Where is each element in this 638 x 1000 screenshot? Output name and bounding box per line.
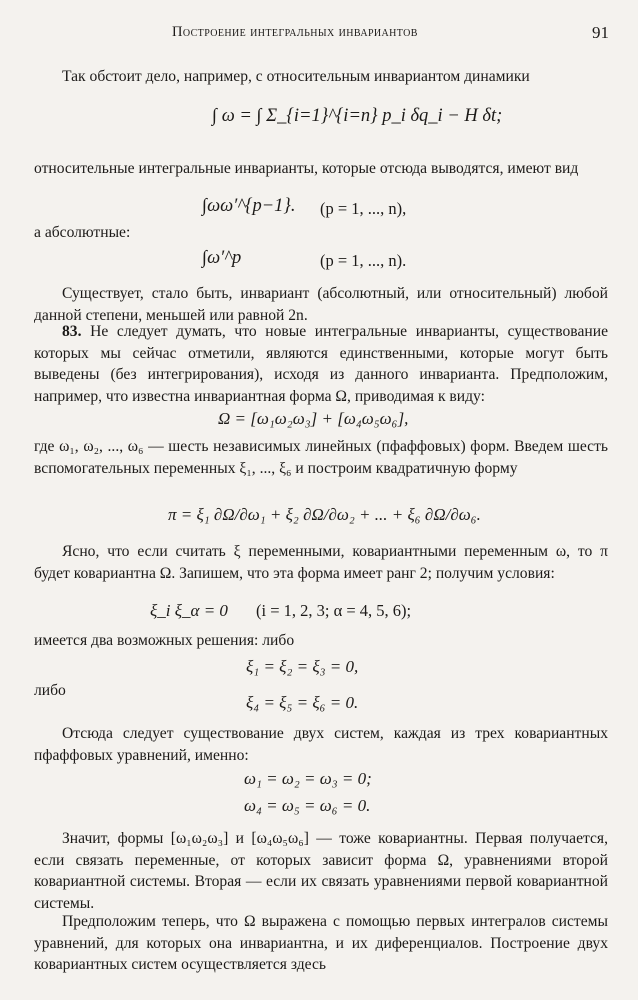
paragraph: где ω₁, ω₂, ..., ω₆ — шесть независимых линейных (пфаффовых) форм. Введем шесть вспомогательных переменных ξ₁, ..., ξ₆ и построим квадратичную форму [34,438,608,477]
paragraph: имеется два возможных решения: либо [34,632,295,649]
section-number: 83. [62,323,82,340]
paragraph: Предположим теперь, что Ω выражена с помощью первых интегралов системы уравнений, для которых она инвариантна, и их диференциалов. Построение двух ковариантных систем осуществляется здесь [34,913,608,973]
paragraph: а абсолютные: [34,224,131,241]
formula: ∫ωω′^{p−1}. [202,196,296,216]
page-number: 91 [592,23,609,42]
formula: ω₁ = ω₂ = ω₃ = 0; [244,769,372,788]
formula: ξ_i ξ_α = 0 [150,601,228,620]
formula: Ω = [ω₁ω₂ω₃] + [ω₄ω₅ω₆], [218,409,409,428]
paragraph: относительные интегральные инварианты, которые отсюда выводятся, имеют вид [34,160,579,177]
paragraph: Так обстоит дело, например, с относительным инвариантом динамики [62,68,530,85]
paragraph-text: Не следует думать, что новые интегральные инварианты, существование которых мы сейчас отметили, являются единственными, которые могут быть выведены (без интегрирования), исходя из данного инварианта. Предположим, например, что известна инвариантная форма Ω, приводимая к виду: [34,323,608,405]
formula: ∫ω′^p [202,248,242,268]
formula: ω₄ = ω₅ = ω₆ = 0. [244,796,371,815]
paragraph: Значит, формы [ω₁ω₂ω₃] и [ω₄ω₅ω₆] — тоже ковариантны. Первая получается, если связать переменные, от которых зависит форма Ω, уравнениями второй ковариантной системы. Вторая — если их связать уравнениями первой ковариантной системы. [34,830,608,912]
section-paragraph [34,321,608,407]
paragraph: либо [34,682,66,699]
formula-condition: (p = 1, ..., n), [320,199,407,218]
formula: ∫ ω = ∫ Σ_{i=1}^{i=n} p_i δq_i − H δt; [212,106,503,126]
formula: ξ₄ = ξ₅ = ξ₆ = 0. [246,693,359,712]
paragraph: Отсюда следует существование двух систем, каждая из трех ковариантных пфаффовых уравнений, именно: [34,725,608,764]
page-header [0,22,638,46]
formula: ξ₁ = ξ₂ = ξ₃ = 0, [246,657,359,676]
formula: π = ξ₁ ∂Ω/∂ω₁ + ξ₂ ∂Ω/∂ω₂ + ... + ξ₆ ∂Ω/∂ω₆. [168,505,481,524]
running-title: Построение интегральных инвариантов [172,24,418,40]
paragraph: Существует, стало быть, инвариант (абсолютный, или относительный) любой данной степени, меньшей или равной 2n. [34,285,608,324]
formula-condition: (p = 1, ..., n). [320,251,407,270]
paragraph: Ясно, что если считать ξ переменными, ковариантными переменным ω, то π будет ковариантна Ω. Запишем, что эта форма имеет ранг 2; получим условия: [34,543,608,582]
formula-condition: (i = 1, 2, 3; α = 4, 5, 6); [256,601,412,620]
